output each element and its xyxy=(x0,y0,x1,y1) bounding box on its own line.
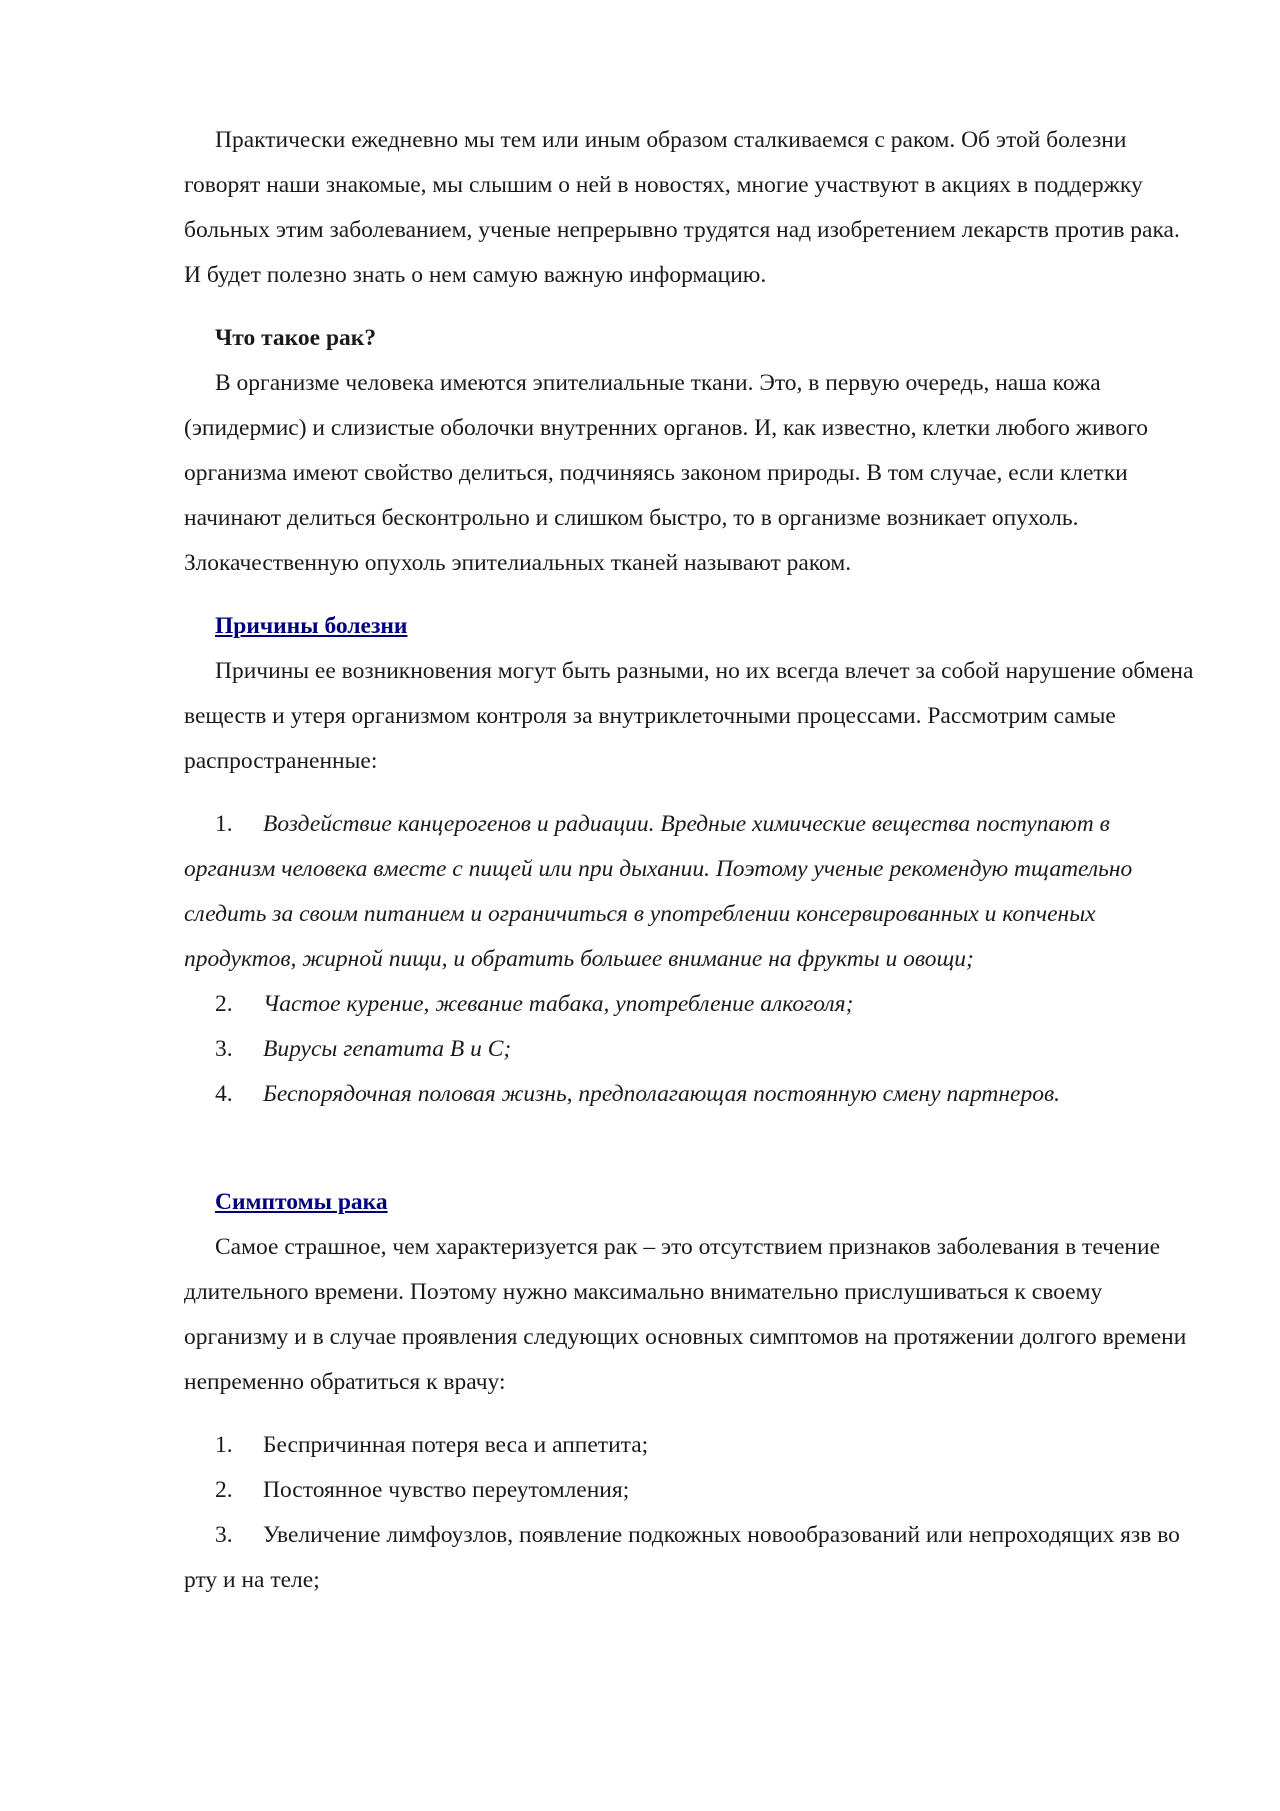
symptoms-paragraph: Самое страшное, чем характеризуется рак – это отсутствием признаков заболевания в течение длительного времени. Поэтому нужно максимально внимательно прислушиваться к своему организму и в случае проявления следующих основных симптомов на протяжении долгого времени непременно обратиться к врачу: xyxy=(184,1234,1187,1395)
list-text: Частое курение, жевание табака, употребление алкоголя; xyxy=(263,991,854,1017)
causes-heading xyxy=(184,604,1194,649)
list-number: 4. xyxy=(215,1081,233,1107)
what-is-cancer-paragraph: В организме человека имеются эпителиальные ткани. Это, в первую очередь, наша кожа (эпидермис) и слизистые оболочки внутренних органов. И, как известно, клетки любого живого организма имеют свойство делиться, подчиняясь законом природы. В том случае, если клетки начинают делиться бесконтрольно и слишком быстро, то в организме возникает опухоль. Злокачественную опухоль эпителиальных тканей называют раком. xyxy=(184,370,1149,576)
list-text: Беспричинная потеря веса и аппетита; xyxy=(263,1432,649,1458)
list-text: Беспорядочная половая жизнь, предполагающая постоянную смену партнеров. xyxy=(263,1081,1061,1107)
symptoms-list-item xyxy=(184,1423,1194,1468)
list-text: Воздействие канцерогенов и радиации. Вредные химические вещества поступают в организм человека вместе с пищей или при дыхании. Поэтому ученые рекомендую тщательно следить за своим питанием и ограничиться в употреблении консервированных и копченых продуктов, жирной пищи, и обратить большее внимание на фрукты и овощи; xyxy=(184,811,1133,972)
list-number: 3. xyxy=(215,1036,233,1062)
document-page xyxy=(184,118,1194,1603)
symptoms-heading-link[interactable]: Симптомы рака xyxy=(215,1189,388,1215)
list-text: Вирусы гепатита В и С; xyxy=(263,1036,512,1062)
list-text: Постоянное чувство переутомления; xyxy=(263,1477,630,1503)
list-number: 3. xyxy=(215,1522,233,1548)
list-number: 2. xyxy=(215,1477,233,1503)
causes-list xyxy=(184,802,1194,1117)
intro-paragraph: Практически ежедневно мы тем или иным образом сталкиваемся с раком. Об этой болезни говорят наши знакомые, мы слышим о ней в новостях, многие участвуют в акциях в поддержку больных этим заболеванием, ученые непрерывно трудятся над изобретением лекарств против рака. И будет полезно знать о нем самую важную информацию. xyxy=(184,127,1180,288)
causes-list-item xyxy=(184,1027,1194,1072)
symptoms-list-item xyxy=(184,1513,1194,1603)
list-number: 2. xyxy=(215,991,233,1017)
causes-list-item xyxy=(184,982,1194,1027)
list-number: 1. xyxy=(215,811,233,837)
symptoms-list xyxy=(184,1423,1194,1603)
causes-list-item xyxy=(184,1072,1194,1117)
list-text: Увеличение лимфоузлов, появление подкожных новообразований или непроходящих язв во рту и на теле; xyxy=(184,1522,1180,1593)
list-number: 1. xyxy=(215,1432,233,1458)
what-is-cancer-heading: Что такое рак? xyxy=(215,325,377,351)
causes-paragraph: Причины ее возникновения могут быть разными, но их всегда влечет за собой нарушение обмена веществ и утеря организмом контроля за внутриклеточными процессами. Рассмотрим самые распространенные: xyxy=(184,658,1194,774)
symptoms-heading xyxy=(184,1180,1194,1225)
causes-list-item xyxy=(184,802,1194,982)
causes-heading-link[interactable]: Причины болезни xyxy=(215,613,408,639)
symptoms-list-item xyxy=(184,1468,1194,1513)
